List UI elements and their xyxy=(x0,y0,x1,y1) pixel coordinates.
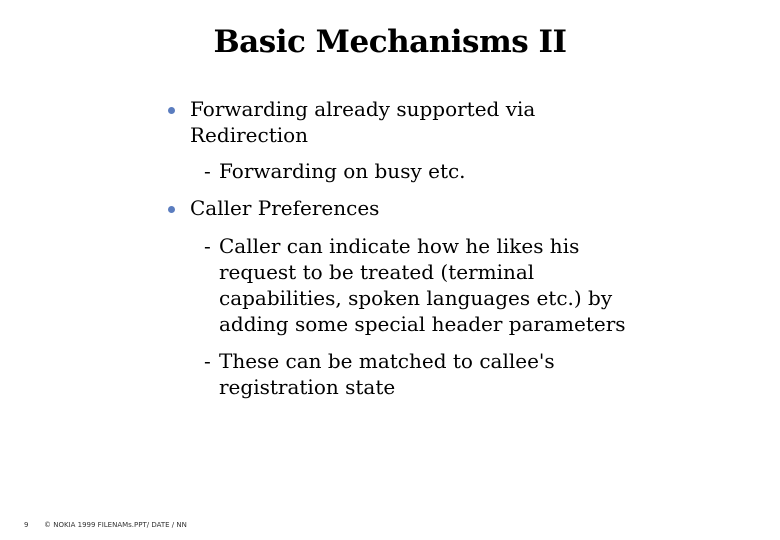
sub-item-dash: - xyxy=(204,159,211,183)
bullet-dot-icon xyxy=(168,206,175,213)
sub-item-forwarding-busy xyxy=(204,158,644,184)
slide-title: Basic Mechanisms II xyxy=(213,24,567,60)
footer-copyright: © NOKIA 1999 FILENAMs.PPT/ DATE / NN xyxy=(44,521,187,529)
bullet-text: Forwarding already supported via Redirection xyxy=(190,97,536,147)
page-number: 9 xyxy=(24,521,29,529)
sub-item-text: These can be matched to callee's registration state xyxy=(219,349,555,399)
bullet-item-forwarding xyxy=(168,96,648,148)
bullet-text: Caller Preferences xyxy=(190,196,380,220)
sub-item-text: Caller can indicate how he likes his request to be treated (terminal capabilities, spoken languages etc.) by adding some special header parameters xyxy=(219,234,626,336)
sub-item-text: Forwarding on busy etc. xyxy=(219,159,466,183)
sub-item-caller-indicate xyxy=(204,233,644,337)
bullet-dot-icon xyxy=(168,107,175,114)
bullet-item-caller-preferences xyxy=(168,195,648,221)
sub-item-dash: - xyxy=(204,349,211,373)
sub-item-dash: - xyxy=(204,234,211,258)
sub-item-matched-callee xyxy=(204,348,644,400)
